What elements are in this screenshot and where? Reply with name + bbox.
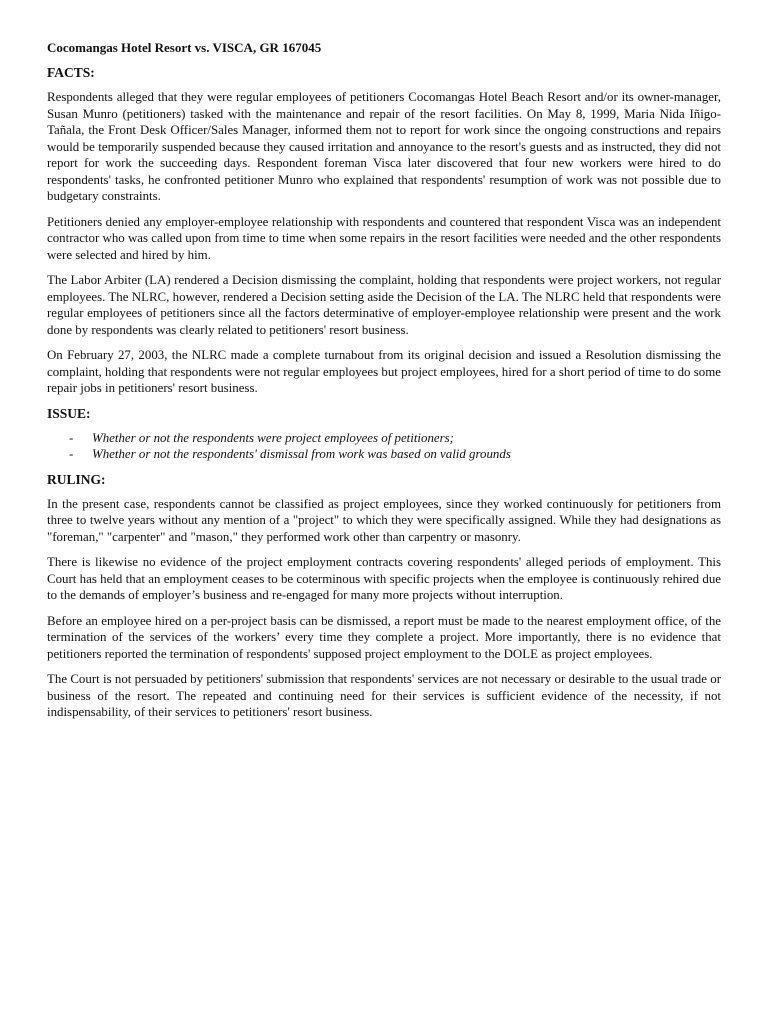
issue-text-2: Whether or not the respondents' dismissal from work was based on valid grounds [92,447,511,461]
ruling-paragraph-3: Before an employee hired on a per-project basis can be dismissed, a report must be made to the nearest employment office, of the termination of the services of the workers’ every time they complete a project. More importantly, there is no evidence that petitioners reported the termination of respondents' supposed project employment to the DOLE as project employees. [47,613,721,661]
issue-item-1 [47,430,721,447]
facts-heading: FACTS: [47,65,95,80]
ruling-paragraph-4: The Court is not persuaded by petitioners' submission that respondents' services are not necessary or desirable to the usual trade or business of the resort. The repeated and continuing need for their services is sufficient evidence of the necessity, if not indispensability, of their services to petitioners' resort business. [47,672,721,719]
issue-text-1: Whether or not the respondents were project employees of petitioners; [92,430,454,445]
document-page [47,40,721,730]
issue-heading: ISSUE: [47,405,91,421]
issue-item-2 [47,446,721,463]
facts-paragraph-2: Petitioners denied any employer-employee relationship with respondents and countered that respondent Visca was an independent contractor who was called upon from time to time when some repairs in the resort facilities were needed and the other respondents were selected and hired by him. [47,214,721,262]
issue-list [47,430,721,463]
issue-bullet: - [69,447,74,461]
issue-bullet: - [69,430,74,445]
facts-paragraph-3: The Labor Arbiter (LA) rendered a Decision dismissing the complaint, holding that respondents were project workers, not regular employees. The NLRC, however, rendered a Decision setting aside the Decision of the LA. The NLRC held that respondents were regular employees of petitioners since all the factors determinative of employer-employee relationship were present and the work done by respondents was clearly related to petitioners' resort business. [47,273,721,337]
document-title: Cocomangas Hotel Resort vs. VISCA, GR 167045 [47,40,322,55]
ruling-paragraph-2: There is likewise no evidence of the project employment contracts covering respondents' alleged periods of employment. This Court has held that an employment ceases to be coterminous with specific projects when the employee is continuously rehired due to the demands of employer’s business and re-engaged for many more projects without interruption. [47,555,721,602]
ruling-paragraph-1: In the present case, respondents cannot be classified as project employees, since they worked continuously for petitioners from three to twelve years without any mention of a "project" to which they were specifically assigned. While they had designations as "foreman," "carpenter" and "mason," they performed work other than carpentry or masonry. [47,496,721,544]
facts-paragraph-4: On February 27, 2003, the NLRC made a complete turnabout from its original decision and issued a Resolution dismissing the complaint, holding that respondents were not regular employees but project employees, hired for a short period of time to do some repair jobs in petitioners' resort business. [47,348,721,395]
ruling-heading: RULING: [47,471,106,487]
facts-paragraph-1: Respondents alleged that they were regular employees of petitioners Cocomangas Hotel Beach Resort and/or its owner-manager, Susan Munro (petitioners) tasked with the maintenance and repair of the resort facilities. On May 8, 1999, Maria Nida Iñigo-Tañala, the Front Desk Officer/Sales Manager, informed them not to report for work since the ongoing constructions and repairs would be temporarily suspended because they caused irritation and annoyance to the resort's guests and as instructed, they did not report for work the succeeding days. Respondent foreman Visca later discovered that four new workers were hired to do respondents' tasks, he confronted petitioner Munro who explained that respondents' resumption of work was not possible due to budgetary constraints. [47,90,721,203]
